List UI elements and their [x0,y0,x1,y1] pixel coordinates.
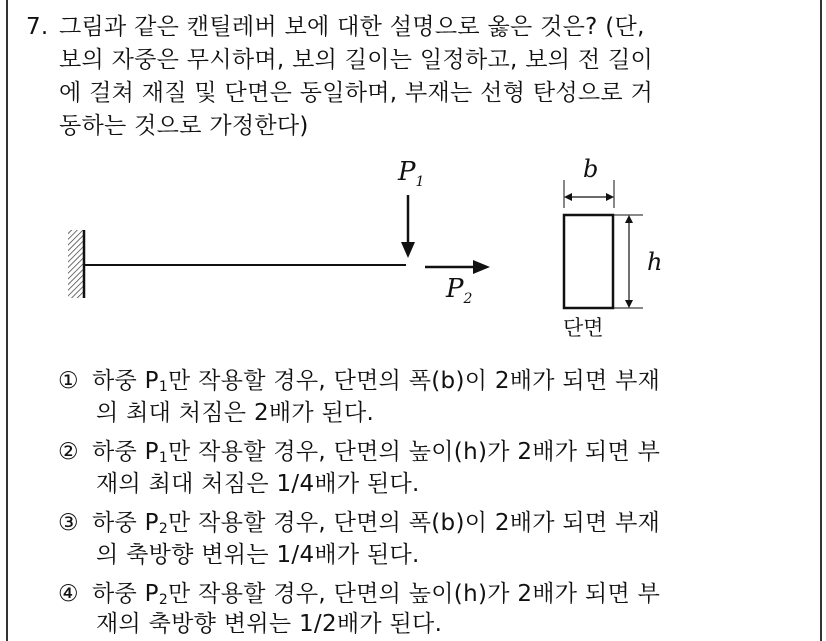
option-2-mark: ② [58,439,79,465]
load-p2-arrow [425,260,490,274]
option-3-mark: ③ [58,510,79,536]
option-1[interactable] [58,366,660,396]
question-line-4: 동하는 것으로 가정한다) [59,113,309,139]
question-number: 7. [26,14,49,40]
section-caption: 단면 [563,316,604,340]
option-3-continued: 의 축방향 변위는 1/4배가 된다. [96,542,420,568]
load-p1-label: $P_1$ [398,157,425,190]
option-2-sub: 1 [158,450,169,466]
option-4[interactable] [58,579,660,609]
cross-section [564,180,643,308]
option-4-sub: 2 [158,592,169,608]
option-2-text-b: 만 작용할 경우, 단면의 높이(h)가 2배가 되면 부 [168,439,661,465]
section-rectangle [564,215,613,308]
question-line-1 [26,12,645,42]
option-1-text-a: 하중 P [92,368,159,394]
height-label: h [647,248,663,276]
fixed-support [68,230,84,298]
option-4-continued: 재의 축방향 변위는 1/2배가 된다. [96,611,443,637]
load-p2-label: $P_2$ [446,274,473,307]
option-1-mark: ① [58,368,79,394]
option-2-continued: 재의 최대 처짐은 1/4배가 된다. [96,471,420,497]
question-text-1: 그림과 같은 캔틸레버 보에 대한 설명으로 옳은 것은? (단, [59,14,645,40]
option-1-text-b: 만 작용할 경우, 단면의 폭(b)이 2배가 되면 부재 [168,368,661,394]
question-line-3: 에 걸쳐 재질 및 단면은 동일하며, 부재는 선형 탄성으로 거 [59,80,654,106]
option-2-text-a: 하중 P [92,439,159,465]
option-4-text-a: 하중 P [92,581,159,607]
cantilever-figure [55,150,675,360]
option-1-sub: 1 [158,379,169,395]
option-3[interactable] [58,508,660,538]
question-line-2: 보의 자중은 무시하며, 보의 길이는 일정하고, 보의 전 길이 [59,47,654,73]
option-3-text-a: 하중 P [92,510,159,536]
option-3-text-b: 만 작용할 경우, 단면의 폭(b)이 2배가 되면 부재 [168,510,661,536]
option-4-text-b: 만 작용할 경우, 단면의 높이(h)가 2배가 되면 부 [168,581,661,607]
option-1-continued: 의 최대 처짐은 2배가 된다. [96,400,375,426]
option-2[interactable] [58,437,660,467]
option-3-sub: 2 [158,521,169,537]
load-p1-arrow [401,195,415,258]
width-label: b [583,155,599,183]
option-4-mark: ④ [58,581,79,607]
